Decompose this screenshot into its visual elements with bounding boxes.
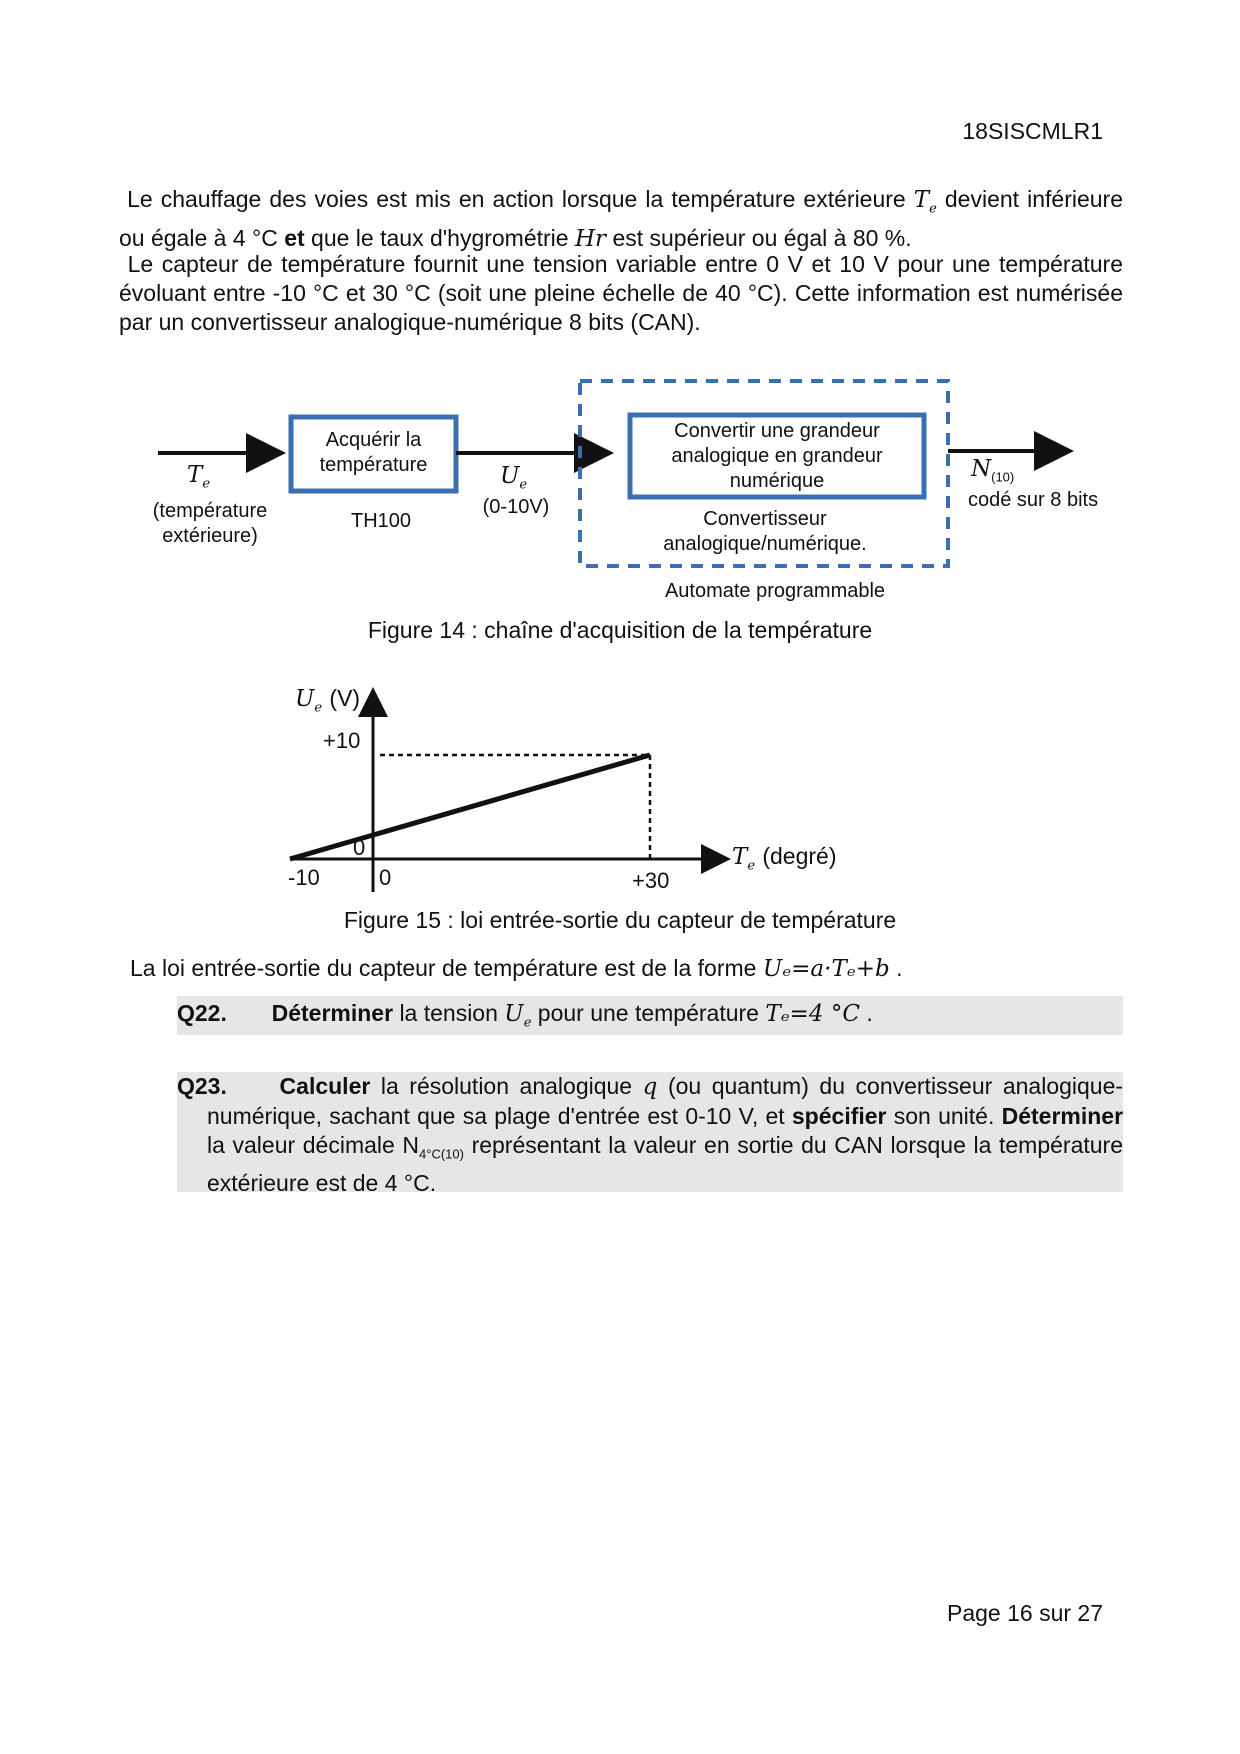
block-convert-label: Convertir une grandeur analogique en grandeur numérique — [671, 420, 883, 492]
q22-text-2: pour une température — [537, 1000, 759, 1026]
figure-14-caption: Figure 14 : chaîne d'acquisition de la température — [367, 617, 873, 643]
p2-text: Le capteur de température fournit une tension variable entre 0 V et 10 V pour une température évoluant entre -10 °C et 30 °C (soit une pleine échelle de 40 °C). Cette information est numérisée par un convertisseur analogique-numérique 8 bits (CAN). — [119, 251, 1124, 335]
block-acquire-label: Acquérir la température — [319, 429, 428, 476]
figure-14 — [0, 0, 1240, 660]
tick-y-zero: 0 — [353, 835, 366, 860]
x-axis-label: $T_e$ (degré) — [732, 843, 837, 874]
q22-var-u: $U_e$ — [504, 1001, 532, 1031]
y-axis-label: $U_e$ (V) — [295, 685, 361, 716]
question-22 — [177, 996, 1123, 1035]
tick-x-max: +30 — [632, 868, 670, 893]
law-end: . — [896, 955, 903, 981]
q23-text-5: représentant la valeur en sortie du CAN lorsque la température extérieure est de 4 °C. — [207, 1132, 1123, 1196]
q23-var-q: q — [642, 1074, 658, 1100]
output-variable: $N_{(10)}$ — [971, 456, 1015, 485]
p1-part4: est supérieur ou égal à 80 %. — [612, 224, 912, 251]
tick-y-max: +10 — [323, 728, 361, 753]
series-line — [290, 755, 650, 859]
q22-text-1: la tension — [399, 1000, 498, 1026]
tick-x-min: -10 — [288, 865, 320, 890]
q23-text-2: (ou quantum) du convertisseur analogique-numérique, sachant que sa plage d'entrée est 0-10 V, et — [207, 1073, 1124, 1129]
p1-part1: Le chauffage des voies est mis en action lorsque la température extérieure — [127, 186, 906, 212]
q22-verb: Déterminer — [271, 1000, 394, 1026]
var-hr: Hr — [574, 225, 607, 252]
figure-15-chart — [0, 660, 1240, 940]
block-convert-ref: Convertisseur analogique/numérique. — [663, 508, 867, 555]
p1-bold-et: et — [284, 224, 305, 251]
q23-text-1: la résolution analogique — [380, 1073, 633, 1099]
signal-range: (0-10V) — [482, 496, 550, 518]
page-number: Page 16 sur 27 — [946, 1600, 1103, 1626]
figure-14-diagram — [0, 0, 1240, 660]
q23-sub-n: 4°C(10) — [419, 1146, 464, 1162]
output-description: codé sur 8 bits — [968, 489, 1099, 511]
tick-x-zero: 0 — [379, 865, 392, 890]
input-description: (température extérieure) — [152, 500, 268, 547]
q23-verb-2: spécifier — [791, 1103, 887, 1129]
p1-part3: que le taux d'hygrométrie — [311, 224, 569, 251]
figure-15-caption: Figure 15 : loi entrée-sortie du capteur de température — [343, 907, 897, 933]
law-text: La loi entrée-sortie du capteur de température est de la forme — [130, 955, 757, 981]
q23-text-4: la valeur décimale N — [207, 1132, 420, 1158]
law-formula: Uₑ=a·Tₑ+b — [762, 956, 890, 982]
q23-text-3: son unité. — [893, 1103, 995, 1129]
q22-label: Q22. — [177, 1000, 227, 1026]
block-acquire-ref: TH100 — [350, 510, 412, 532]
input-variable: $T_e$ — [187, 462, 211, 492]
signal-variable: $U_e$ — [500, 463, 528, 493]
q22-formula: Tₑ=4 °C — [765, 1001, 860, 1027]
figure-15 — [0, 660, 1240, 940]
p1-part2: devient inférieure ou égale à 4 °C — [119, 186, 1124, 251]
q22-end: . — [866, 1000, 873, 1026]
law-sentence — [130, 955, 902, 982]
group-label: Automate programmable — [664, 580, 886, 602]
q23-label: Q23. — [177, 1073, 227, 1099]
q23-verb-1: Calculer — [279, 1073, 371, 1099]
document-id: 18SISCMLR1 — [962, 118, 1103, 144]
q23-verb-3: Déterminer — [1001, 1103, 1124, 1129]
question-23 — [177, 1072, 1124, 1196]
var-te: $T_e$ — [913, 187, 937, 217]
